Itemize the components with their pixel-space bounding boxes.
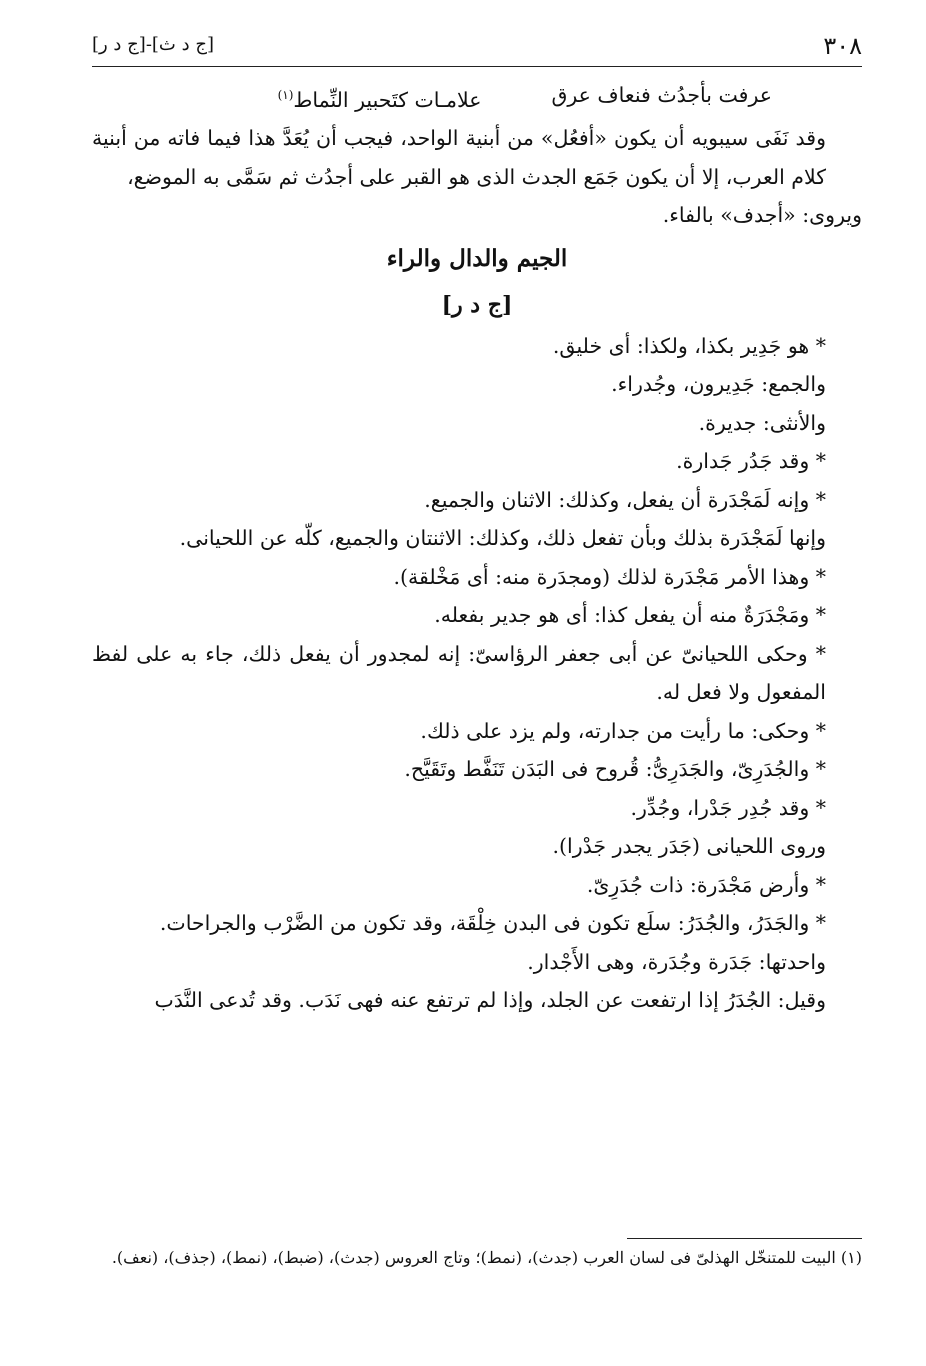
- footnote: (١) البيت للمتنخّل الهذلىّ فى لسان العرب (جدث)، (نمط)؛ وتاج العروس (جدث)، (ضبط)، (نمط)، (جذف)، (نعف).: [111, 1248, 862, 1267]
- entry-line: والأنثى: جديرة.: [698, 410, 826, 435]
- entry-line: * ومَجْدَرَةٌ منه أن يفعل كذا: أى هو جدير بفعله.: [434, 603, 826, 628]
- body-text: [92, 76, 862, 1020]
- entry-line: * وإنه لَمَجْدَرة أن يفعل، وكذلك: الاثنان والجميع.: [424, 487, 826, 512]
- entry-line: والجمع: جَدِيرون، وجُدراء.: [611, 372, 826, 397]
- paragraph: وقد نَفَى سيبويه أن يكون «أفعُل» من أبنية الواحد، فيجب أن يُعَدَّ هذا فيما فاته من أبنية كلام العرب، إلا أن يكون جَمَع الجدث الذى هو القبر على أجدُث ثم سَمَّى به الموضع،: [92, 126, 826, 189]
- entry-line: * وأرض مَجْدَرة: ذات جُدَرِىّ.: [586, 872, 826, 897]
- entry-line: واحدتها: جَدَرة وجُدَرة، وهى الأَجْدار.: [527, 949, 826, 974]
- root-heading: [ج د ر]: [441, 291, 513, 318]
- entry-line: * والجَدَرُ، والجُدَرُ: سلَع تكون فى البدن خِلْقَة، وقد تكون من الضَّرْب والجراحات.: [159, 911, 826, 936]
- entry-line: وإنها لَمَجْدَرة بذلك وبأن تفعل ذلك، وكذلك: الاثنتان والجميع، كلّه عن اللحيانى.: [179, 526, 826, 551]
- verse-second-hemistich: [278, 76, 482, 119]
- verse-first-hemistich: عرفت بأجدُث فنعاف عرق: [551, 83, 772, 107]
- page-number: ٣٠٨: [823, 32, 862, 60]
- entry-line: وقيل: الجُدَرُ إذا ارتفعت عن الجلد، وإذا لم ترتفع عنه فهى نَدَب. وقد تُدعى النَّدَب: [154, 988, 826, 1013]
- footnotes: [92, 1244, 862, 1272]
- section-heading: الجيم والدال والراء: [386, 244, 568, 272]
- entry-line: * والجُدَرِىّ، والجَدَرِىُّ: قُروح فى البَدَن تَنَفَّط وتَقَيَّح.: [404, 757, 826, 782]
- verse-second-text: علامـات كتَحبير النِّماط: [293, 87, 482, 112]
- header-rule: [92, 66, 862, 67]
- footnote-rule: [627, 1238, 862, 1239]
- entry-line: * وحكى اللحيانىّ عن أبى جعفر الرؤاسىّ: إنه لمجدور أن يفعل ذلك، جاء به على لفظ المفعول ولا فعل له.: [92, 641, 826, 705]
- paragraph: ويروى: «أجدف» بالفاء.: [662, 203, 862, 228]
- entry-line: * وقد جُدِر جَدْرا، وجُدِّر.: [630, 795, 826, 820]
- entry-line: * هو جَدِير بكذا، ولكذا: أى خليق.: [552, 333, 826, 358]
- running-head: [ج د ث]-[ج د ر]: [92, 34, 214, 55]
- entry-line: * وهذا الأمر مَجْدَرة لذلك (ومجدَرة منه: أى مَخْلقة).: [393, 564, 826, 589]
- verse-line: [92, 76, 862, 119]
- entry-line: وروى اللحيانى (جَدَر يجدر جَدْرا).: [552, 834, 826, 859]
- entry-line: * وقد جَدُر جَدارة.: [676, 449, 826, 474]
- page-header: [92, 30, 862, 64]
- footnote-ref[interactable]: (١): [277, 88, 294, 102]
- entries-list: [92, 327, 862, 1020]
- entry-line: * وحكى: ما رأيت من جدارته، ولم يزد على ذلك.: [420, 718, 826, 743]
